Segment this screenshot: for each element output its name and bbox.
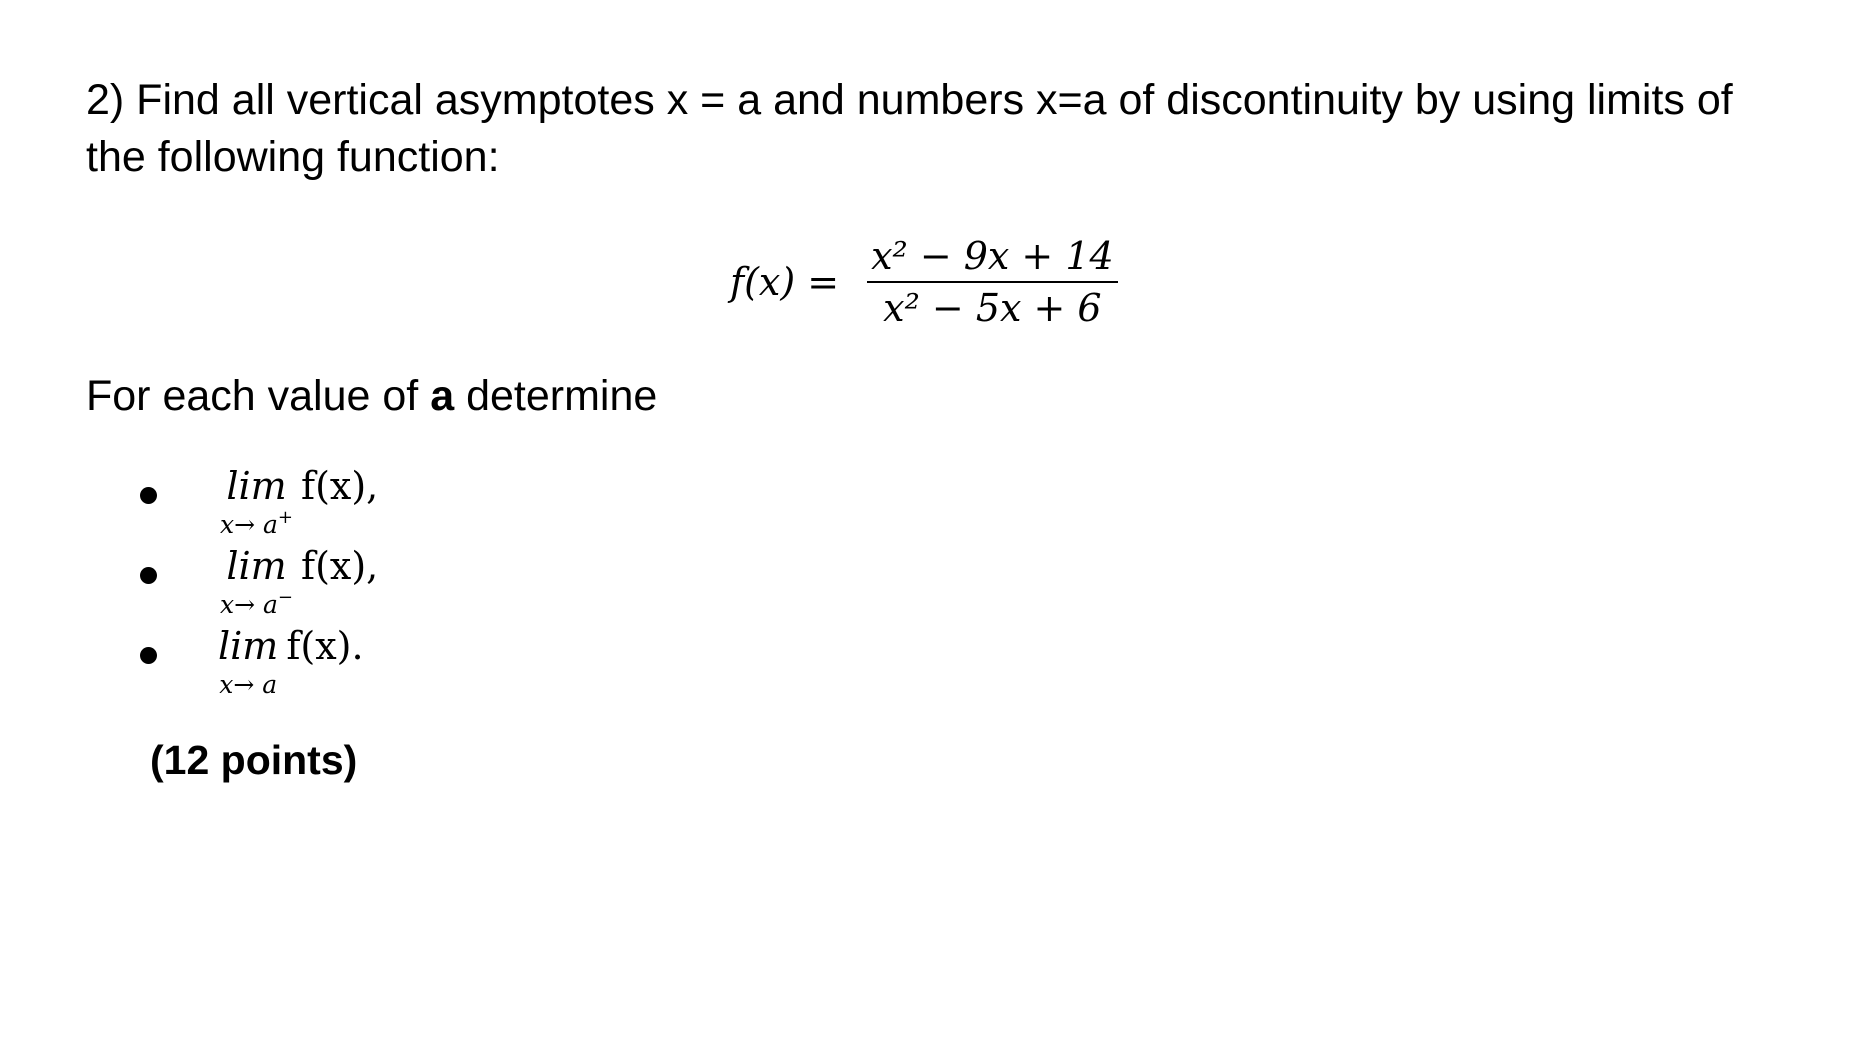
lim-block: [220, 462, 293, 537]
prompt-line-2: the following function:: [86, 133, 500, 181]
lim-subscript: [220, 586, 293, 617]
right-limit: [220, 462, 378, 537]
limit-list: [140, 462, 379, 702]
lim-approach: x→ a: [220, 510, 278, 539]
list-item: [140, 622, 364, 702]
formula-lhs: f(x) =: [730, 260, 840, 304]
lim-subscript: [220, 506, 293, 537]
question-prompt: [86, 72, 1786, 186]
lim-subscript: [219, 666, 277, 697]
lim-side: −: [277, 587, 293, 608]
function-formula: [730, 222, 1118, 342]
formula-numerator: x² − 9x + 14: [871, 234, 1114, 278]
two-sided-limit: [218, 622, 364, 697]
determine-suffix: determine: [454, 372, 658, 420]
lim-block: [218, 622, 278, 697]
lim-block: [220, 542, 293, 617]
lim-approach: x→ a: [219, 670, 278, 699]
formula-fraction: [867, 231, 1118, 333]
lim-approach: x→ a: [220, 590, 278, 619]
lim-function: f(x),: [301, 464, 379, 508]
lim-word: lim: [226, 464, 287, 508]
prompt-line-1: 2) Find all vertical asymptotes x = a and numbers x=a of discontinuity by using limits of: [86, 76, 1733, 124]
lim-function: f(x).: [286, 624, 364, 668]
lim-word: lim: [218, 624, 279, 668]
formula-denominator: x² − 5x + 6: [883, 286, 1102, 330]
list-item: [140, 542, 379, 622]
left-limit: [220, 542, 378, 617]
list-item: [140, 462, 379, 542]
points-label: (12 points): [150, 737, 358, 783]
bullet-icon: [140, 647, 157, 664]
lim-word: lim: [226, 544, 287, 588]
determine-prefix: For each value of: [86, 372, 431, 420]
bullet-icon: [140, 567, 157, 584]
bullet-icon: [140, 487, 157, 504]
determine-instruction: [86, 368, 657, 425]
lim-function: f(x),: [301, 544, 379, 588]
lim-side: +: [277, 507, 293, 528]
determine-variable: a: [430, 372, 455, 420]
